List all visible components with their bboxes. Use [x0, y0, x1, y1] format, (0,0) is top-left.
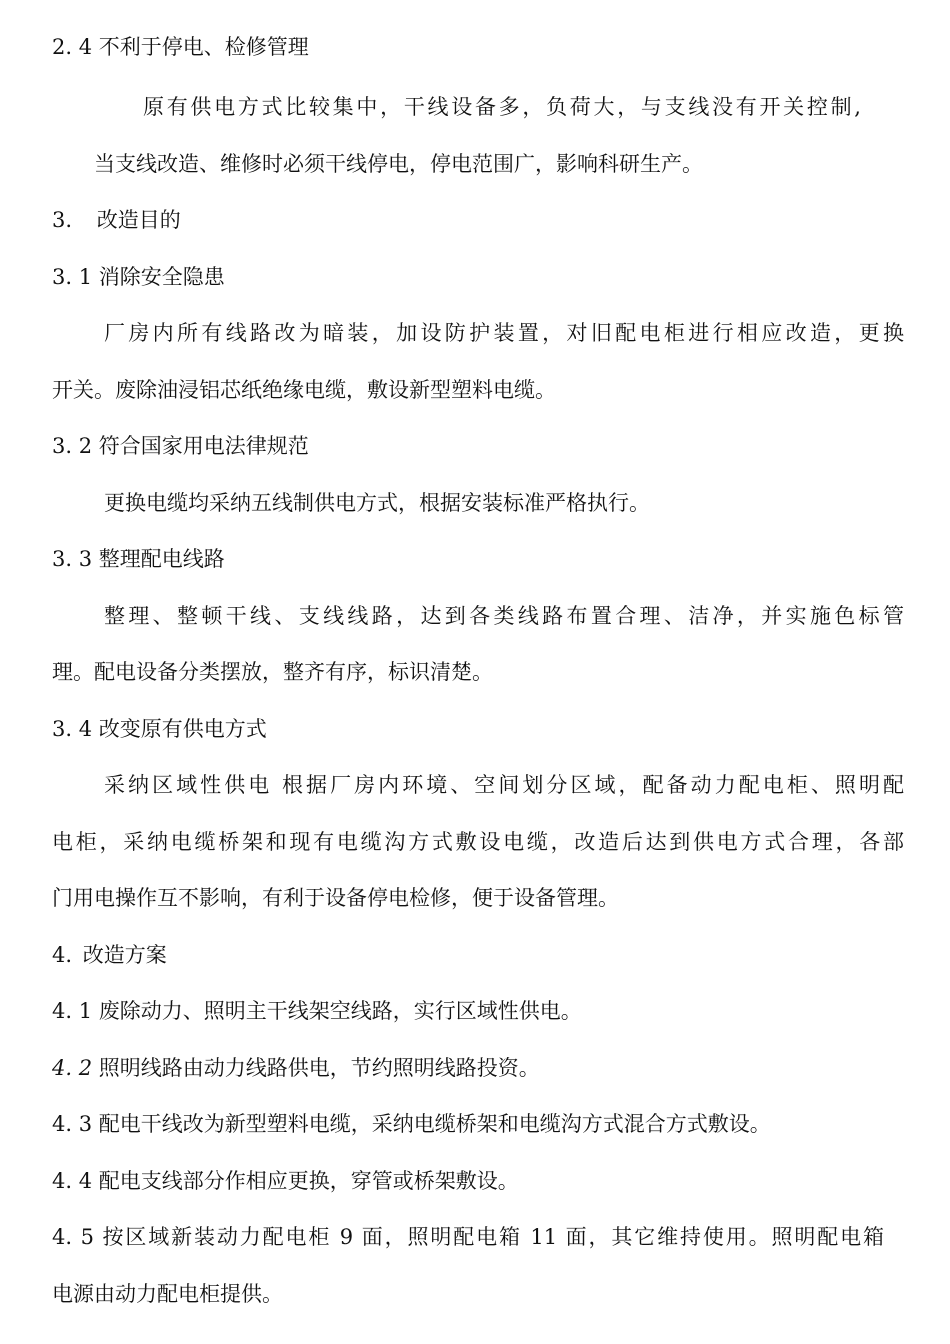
section-number: 3. — [52, 208, 73, 232]
item-text: 照明线路由动力线路供电，节约照明线路投资。 — [98, 1056, 540, 1080]
section-heading-2-4 — [52, 32, 652, 62]
list-item-4-5 — [52, 1222, 884, 1252]
section-heading-3-4 — [52, 714, 652, 744]
section-number: 3. 4 — [52, 717, 93, 741]
section-title: 不利于停电、检修管理 — [98, 35, 309, 59]
paragraph-line: 当支线改造、维修时必须干线停电，停电范围广，影响科研生产。 — [94, 152, 703, 176]
paragraph-line: 更换电缆均采纳五线制供电方式，根据安装标准严格执行。 — [104, 491, 650, 515]
section-number: 3. 1 — [52, 265, 93, 289]
list-item-4-3 — [52, 1109, 904, 1139]
item-text: 按区域新装动力配电柜 9 面，照明配电箱 11 面，其它维持使用。照明配电箱 — [102, 1225, 885, 1249]
item-text: 配电支线部分作相应更换，穿管或桥架敷设。 — [98, 1169, 519, 1193]
item-text: 废除动力、照明主干线架空线路，实行区域性供电。 — [98, 999, 582, 1023]
paragraph-line: 开关。废除油浸铝芯纸绝缘电缆，敷设新型塑料电缆。 — [52, 378, 556, 402]
section-title: 整理配电线路 — [98, 547, 225, 571]
paragraph-line: 理。配电设备分类摆放，整齐有序，标识清楚。 — [52, 660, 493, 684]
paragraph-line: 门用电操作互不影响，有利于设备停电检修，便于设备管理。 — [52, 886, 619, 910]
section-title: 改变原有供电方式 — [98, 717, 267, 741]
item-number: 4. 2 — [52, 1056, 93, 1080]
item-number: 4. 1 — [52, 999, 93, 1023]
section-title: 改造方案 — [82, 943, 167, 967]
section-title: 消除安全隐患 — [98, 265, 225, 289]
section-number: 2. 4 — [52, 35, 93, 59]
item-text: 配电干线改为新型塑料电缆，采纳电缆桥架和电缆沟方式混合方式敷设。 — [98, 1112, 771, 1136]
paragraph-line: 电柜，采纳电缆桥架和现有电缆沟方式敷设电缆，改造后达到供电方式合理，各部 — [52, 830, 904, 854]
item-number: 4. 4 — [52, 1169, 93, 1193]
section-number: 3. 3 — [52, 547, 93, 571]
item-number: 4. 3 — [52, 1112, 93, 1136]
paragraph-line: 采纳区域性供电 根据厂房内环境、空间划分区域，配备动力配电柜、照明配 — [104, 773, 904, 797]
list-item-4-4 — [52, 1166, 904, 1196]
section-heading-4 — [52, 940, 652, 970]
paragraph-line: 原有供电方式比较集中，干线设备多，负荷大，与支线没有开关控制, — [143, 95, 861, 119]
list-item-4-2 — [52, 1053, 904, 1083]
item-number: 4. 5 — [52, 1225, 94, 1249]
section-heading-3-3 — [52, 544, 652, 574]
list-item-4-1 — [52, 996, 904, 1026]
section-heading-3 — [52, 205, 652, 235]
paragraph-line: 电源由动力配电柜提供。 — [52, 1282, 283, 1306]
paragraph-line: 整理、整顿干线、支线线路，达到各类线路布置合理、洁净，并实施色标管 — [104, 604, 904, 628]
section-title: 符合国家用电法律规范 — [98, 434, 309, 458]
paragraph-line: 厂房内所有线路改为暗装，加设防护装置，对旧配电柜进行相应改造，更换 — [104, 321, 904, 345]
section-heading-3-1 — [52, 262, 652, 292]
section-number: 4. — [52, 943, 73, 967]
section-title: 改造目的 — [96, 208, 181, 232]
section-heading-3-2 — [52, 431, 652, 461]
section-number: 3. 2 — [52, 434, 93, 458]
